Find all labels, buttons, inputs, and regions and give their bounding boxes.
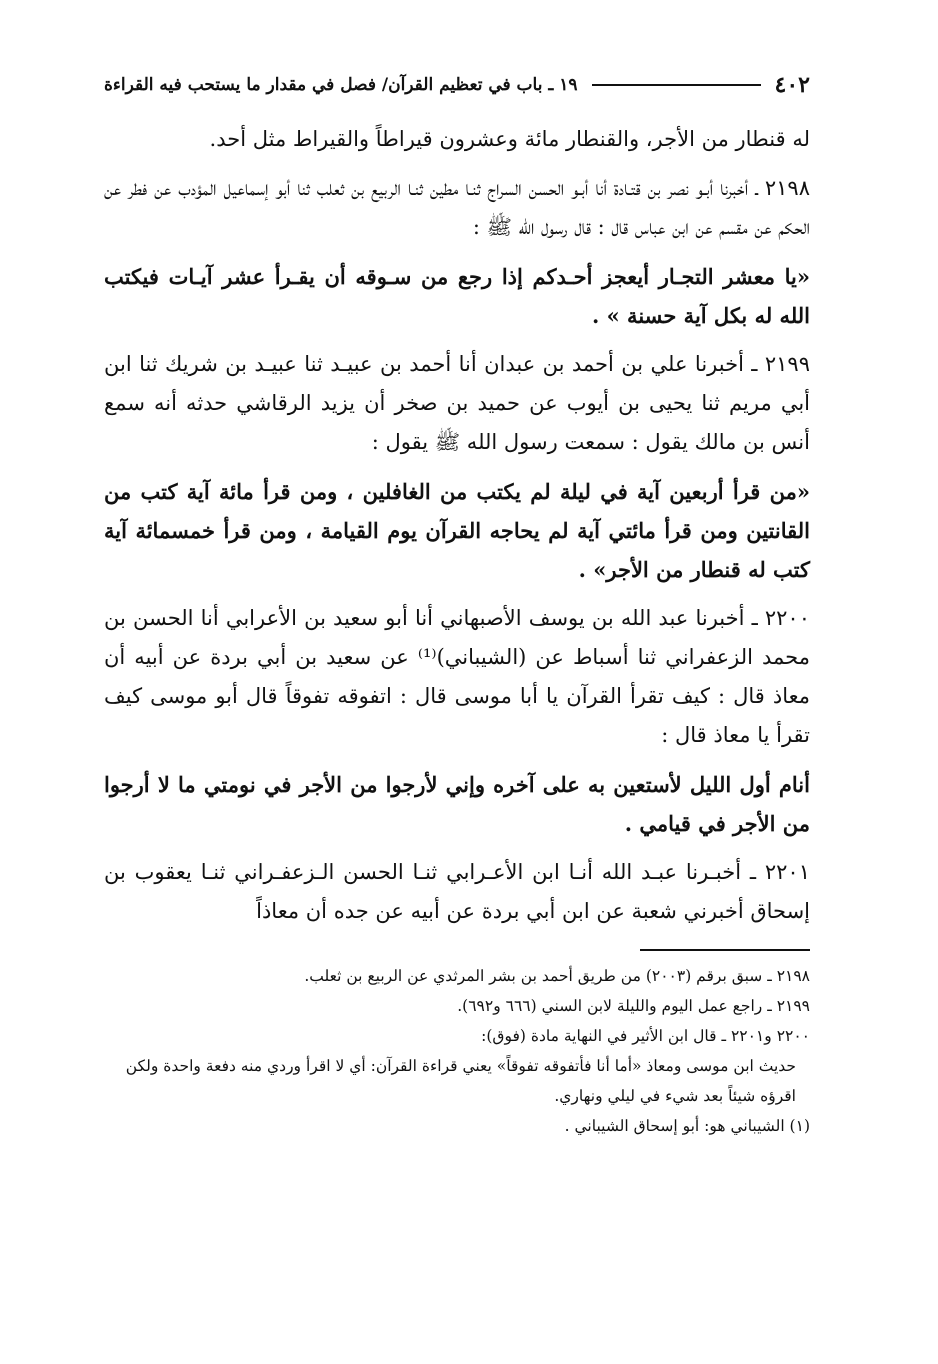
narration-2201: ٢٢٠١ ـ أخبـرنا عبـد الله أنـا ابن الأعـرابي ثنـا الحسن الـزعفـراني ثنـا يعقوب بن إسحاق أخبرني شعبة عن ابن أبي بردة عن أبيه عن جده أن معاذاً bbox=[104, 860, 810, 923]
hadith-text-2199: «من قرأ أربعين آية في ليلة لم يكتب من الغافلين ، ومن قرأ مائة آية كتب من القانتين ومن قرأ مائتي آية لم يحاجه القرآن يوم القيامة ، ومن قرأ خمسمائة آية كتب له قنطار من الأجر» . bbox=[104, 479, 810, 582]
running-header bbox=[104, 68, 810, 102]
hadith-text-2200: أنام أول الليل لأستعين به على آخره وإني لأرجوا من الأجر في نومتي ما لا أرجوا من الأجر في قيامي . bbox=[104, 772, 810, 836]
narration-2200: ٢٢٠٠ ـ أخبرنا عبد الله بن يوسف الأصبهاني أنا أبو سعيد بن الأعرابي أنا الحسن بن محمد الزعفراني ثنا أسباط عن (الشيباني)⁽¹⁾ عن سعيد بن أبي بردة عن أبيه أن معاذ قال : كيف تقرأ القرآن يا أبا موسى قال : اتفوقه تفوقاً قال أبو موسى كيف تقرأ يا معاذ قال : bbox=[104, 606, 810, 747]
footnotes bbox=[104, 961, 810, 1141]
main-text bbox=[104, 120, 810, 931]
footnote-separator bbox=[640, 949, 810, 951]
narration-2199: ٢١٩٩ ـ أخبرنا علي بن أحمد بن عبدان أنا أحمد بن عبيـد ثنا عبيـد بن شريك ثنا ابن أبي مريم ثنا يحيى بن أيوب عن حميد بن صخر أن يزيد الرقاشي حدثه أنه سمع أنس بن مالك يقول : سمعت رسول الله ﷺ يقول : bbox=[104, 352, 810, 454]
narration-2198: ٢١٩٨ ـ أخبرنا أبـو نصر بن قتـادة أنا أبـو الحسن السراج ثنـا مطين ثنـا الربيع بن ثعلب ثنا أبو إسماعيل المؤدب عن فطر عن الحكم عن مقسم عن ابن عباس قال : قال رسول الله ﷺ : bbox=[104, 176, 810, 239]
footnote-2199: ٢١٩٩ ـ راجع عمل اليوم والليلة لابن السني (٦٦٦ و٦٩٢). bbox=[457, 997, 810, 1015]
header-rule bbox=[592, 84, 761, 86]
hadith-text-2198: «يا معشر التجـار أيعجز أحـدكم إذا رجع من سـوقه أن يقـرأ عشر آيـات فيكتب الله له بكل آية حسنة » . bbox=[104, 264, 810, 328]
footnote-2200-2201: ٢٢٠٠ و٢٢٠١ ـ قال ابن الأثير في النهاية مادة (فوق): bbox=[481, 1027, 810, 1045]
footnote-2198: ٢١٩٨ ـ سبق برقم (٢٠٠٣) من طريق أحمد بن بشر المرثدي عن الربيع بن ثعلب. bbox=[304, 967, 810, 985]
page-number: ٤٠٢ bbox=[774, 72, 810, 98]
footnote-ibn-athir-quote: حديث ابن موسى ومعاذ «أما أنا فأتفوقه تفوقاً» يعني قراءة القرآن: أي لا اقرأ وردي منه دفعة واحدة ولكن اقرؤه شيئاً بعد شيء في ليلي ونهاري. bbox=[125, 1057, 796, 1105]
chapter-title: ١٩ ـ باب في تعظيم القرآن/ فصل في مقدار ما يستحب فيه القراءة bbox=[104, 75, 578, 95]
paragraph-continuation: له قنطار من الأجر، والقنطار مائة وعشرون قيراطاً والقيراط مثل أحد. bbox=[209, 127, 810, 151]
footnote-1-shaybani: (١) الشيباني هو: أبو إسحاق الشيباني . bbox=[564, 1117, 810, 1135]
